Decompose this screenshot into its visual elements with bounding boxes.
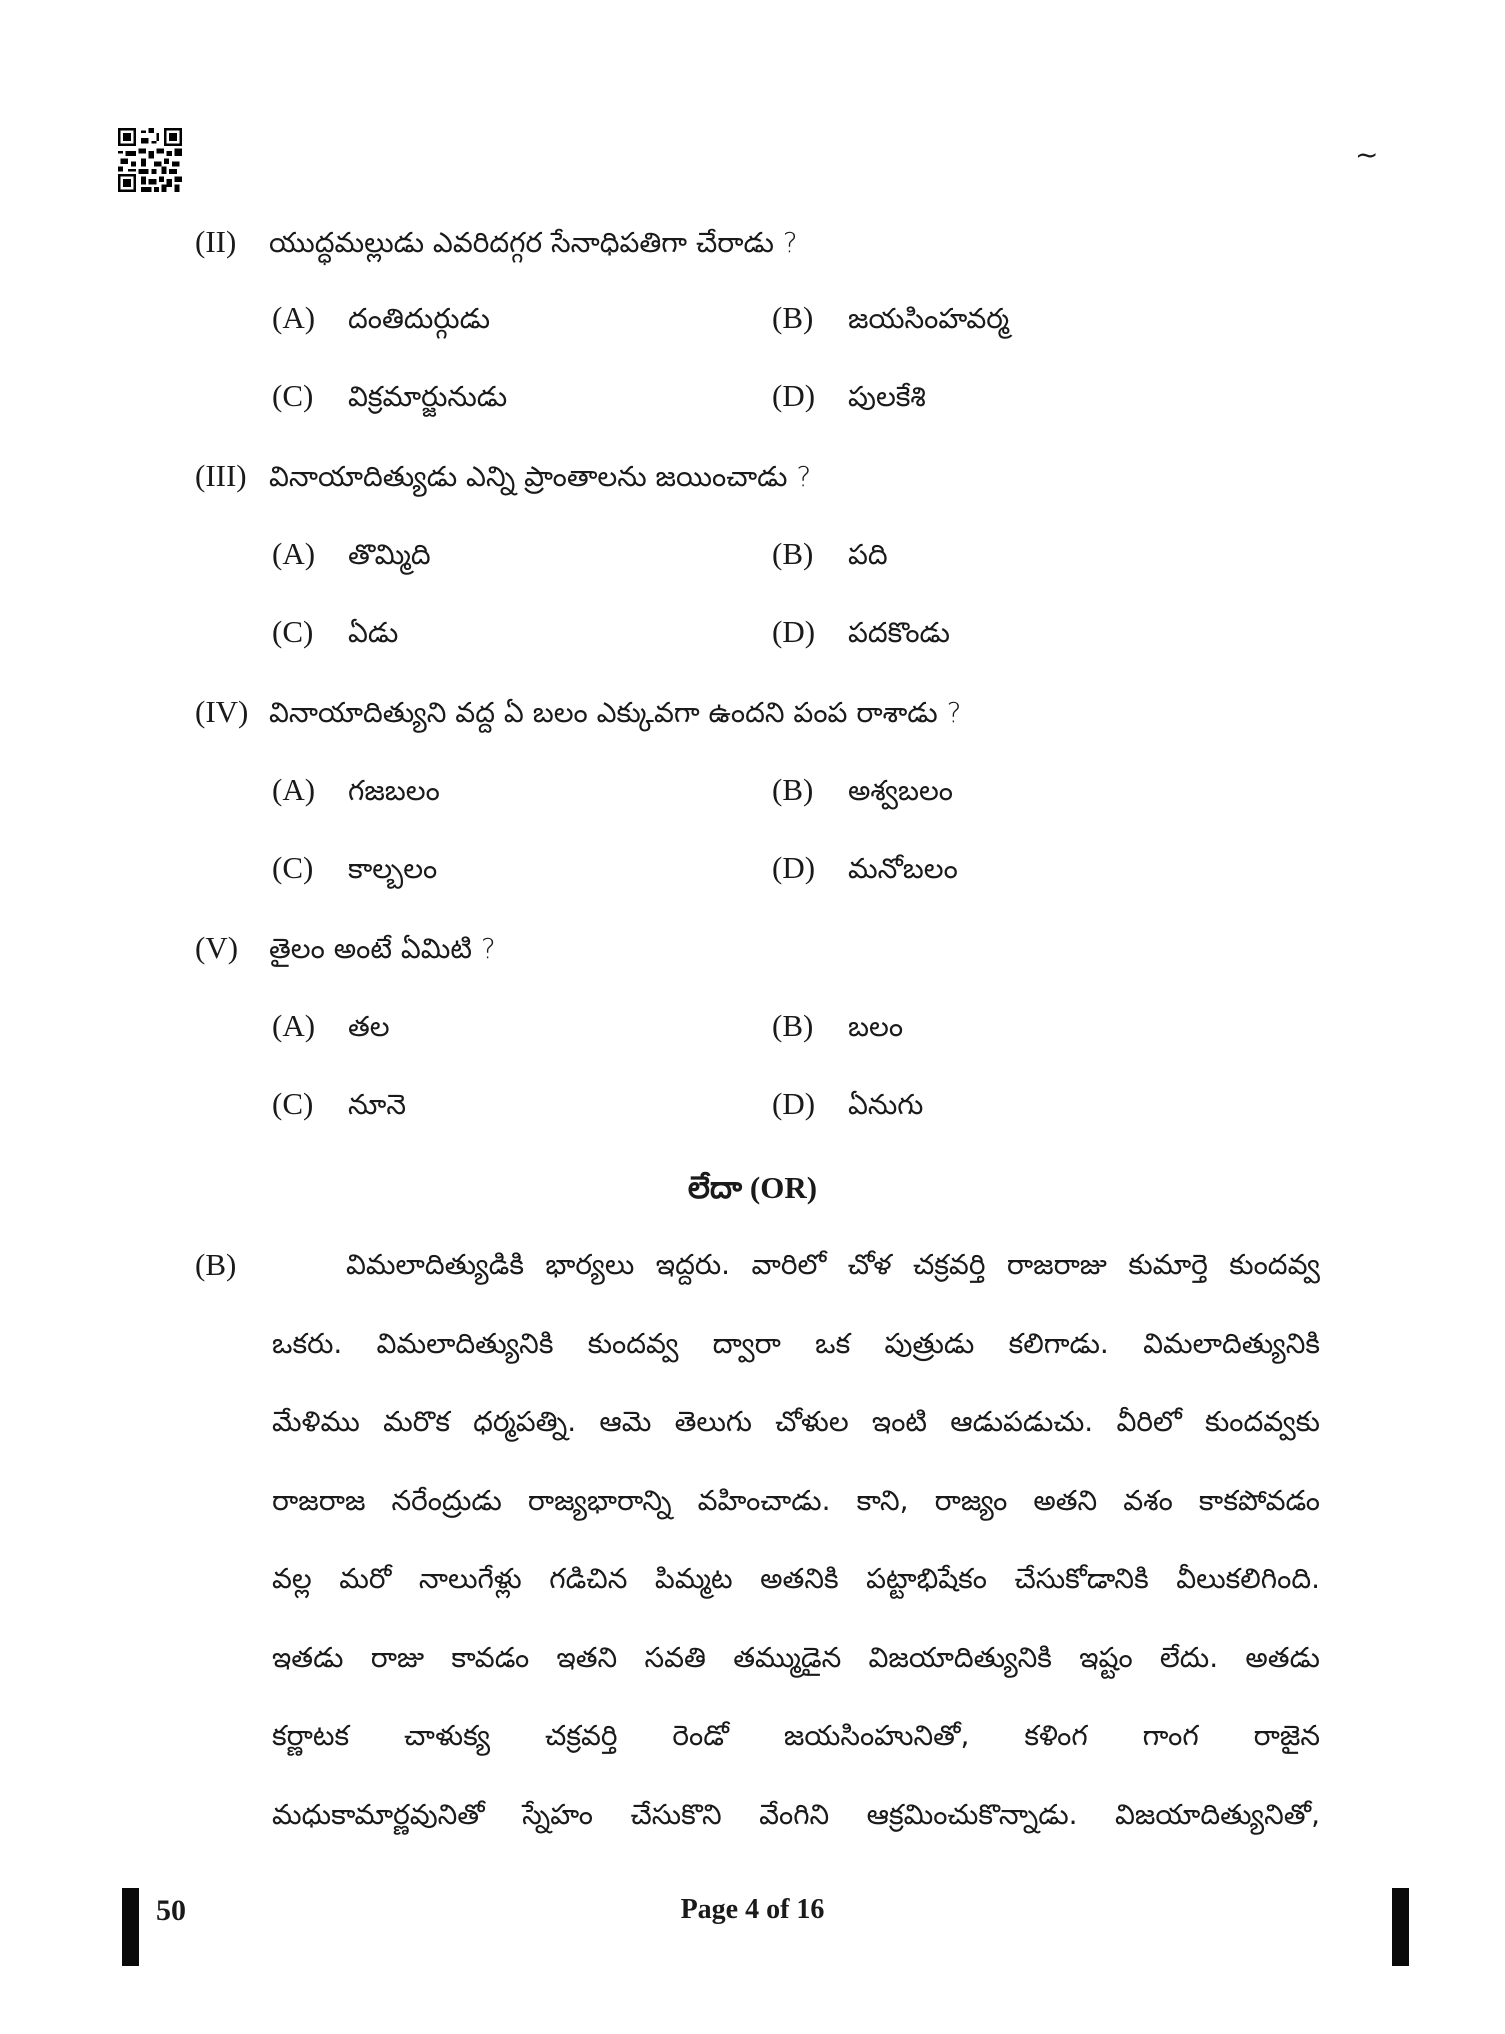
or-telugu: లేదా: [687, 1170, 743, 1206]
option-d: [772, 1084, 923, 1125]
option-text: అశ్వబలం: [848, 774, 954, 807]
passage-line: మధుకామార్ణవునితో స్నేహం చేసుకొని వేంగిని ఆక్రమించుకొన్నాడు. విజయాదిత్యునితో,: [272, 1797, 1320, 1831]
option-letter: (D): [772, 378, 816, 413]
option-c: [272, 1084, 406, 1125]
or-heading: [0, 1168, 1505, 1208]
page-code: 50: [156, 1894, 186, 1927]
qr-code-icon: [118, 128, 182, 192]
option-letter: (B): [772, 772, 814, 807]
option-d: [772, 848, 958, 889]
option-text: పులకేశి: [848, 380, 926, 413]
option-text: పది: [848, 538, 888, 571]
option-letter: (C): [272, 850, 314, 885]
passage-label: (B): [195, 1247, 237, 1282]
option-letter: (C): [272, 378, 314, 413]
or-english: (OR): [749, 1170, 818, 1205]
passage-line: వల్ల మరో నాలుగేళ్లు గడిచిన పిమ్మట అతనికి పట్టాభిషేకం చేసుకోడానికి వీలుకలిగింది.: [272, 1562, 1320, 1595]
option-a: [272, 534, 431, 575]
option-b: [772, 534, 888, 575]
option-text: పదకొండు: [848, 616, 950, 649]
option-a: [272, 1006, 390, 1047]
question-text: వినాయాదిత్యుడు ఎన్ని ప్రాంతాలను జయించాడు ?: [269, 460, 812, 493]
option-c: [272, 612, 398, 653]
passage-line: ఇతడు రాజు కావడం ఇతని సవతి తమ్ముడైన విజయాదిత్యునికి ఇష్టం లేదు. అతడు: [272, 1640, 1320, 1674]
corner-mark: ~: [1355, 138, 1379, 171]
option-letter: (A): [272, 536, 316, 571]
question-number: (II): [195, 224, 237, 259]
option-text: కాల్బలం: [348, 852, 438, 885]
question-number: (III): [195, 458, 247, 493]
option-text: నూనె: [348, 1088, 407, 1121]
option-a: [272, 298, 490, 339]
option-text: విక్రమార్జునుడు: [348, 380, 508, 413]
option-text: మనోబలం: [848, 852, 958, 885]
option-text: బలం: [848, 1010, 904, 1043]
option-letter: (B): [772, 536, 814, 571]
question-text: తైలం అంటే ఏమిటి ?: [269, 932, 496, 965]
option-a: [272, 770, 440, 811]
option-letter: (C): [272, 1086, 314, 1121]
option-text: గజబలం: [348, 774, 440, 807]
passage-line: విమలాదిత్యుడికి భార్యలు ఇద్దరు. వారిలో చోళ చక్రవర్తి రాజరాజు కుమార్తె కుందవ్వ: [346, 1248, 1320, 1281]
question-5: [195, 928, 496, 969]
option-text: జయసింహవర్మ: [848, 302, 1010, 335]
option-letter: (A): [272, 772, 316, 807]
passage-line: రాజరాజ నరేంద్రుడు రాజ్యభారాన్ని వహించాడు. కాని, రాజ్యం అతని వశం కాకపోవడం: [272, 1483, 1320, 1517]
option-letter: (A): [272, 1008, 316, 1043]
option-text: తల: [348, 1010, 390, 1043]
passage-line: మేళిము మరొక ధర్మపత్ని. ఆమె తెలుగు చోళుల ఇంటి ఆడుపడుచు. వీరిలో కుందవ్వకు: [272, 1405, 1320, 1438]
question-text: వినాయాదిత్యుని వద్ద ఏ బలం ఎక్కువగా ఉందని పంప రాశాడు ?: [269, 696, 962, 729]
passage-line: ఒకరు. విమలాదిత్యునికి కుందవ్వ ద్వారా ఒక పుత్రుడు కలిగాడు. విమలాదిత్యునికి: [272, 1326, 1320, 1360]
option-b: [772, 770, 953, 811]
option-letter: (A): [272, 300, 316, 335]
passage-line: కర్ణాటక చాళుక్య చక్రవర్తి రెండో జయసింహునితో, కళింగ గాంగ రాజైన: [272, 1719, 1320, 1752]
passage-text: [272, 1226, 1320, 1854]
page-label: Page 4 of 16: [680, 1894, 825, 1925]
option-c: [272, 848, 437, 889]
option-text: తొమ్మిది: [348, 538, 431, 571]
question-number: (V): [195, 930, 239, 965]
option-d: [772, 376, 926, 417]
question-text: యుద్ధమల్లుడు ఎవరిదగ్గర సేనాధిపతిగా చేరాడు ?: [269, 226, 798, 259]
option-b: [772, 298, 1009, 339]
option-letter: (D): [772, 1086, 816, 1121]
option-letter: (B): [772, 300, 814, 335]
option-letter: (C): [272, 614, 314, 649]
option-letter: (D): [772, 850, 816, 885]
question-3: [195, 456, 811, 497]
question-4: [195, 692, 961, 733]
option-text: ఏనుగు: [848, 1088, 924, 1121]
question-number: (IV): [195, 694, 249, 729]
question-2: [195, 222, 798, 263]
option-b: [772, 1006, 903, 1047]
footer-bar-right: [1392, 1888, 1409, 1966]
option-d: [772, 612, 950, 653]
option-c: [272, 376, 507, 417]
option-text: ఏడు: [348, 616, 399, 649]
option-letter: (B): [772, 1008, 814, 1043]
option-letter: (D): [772, 614, 816, 649]
option-text: దంతిదుర్గుడు: [348, 302, 491, 335]
